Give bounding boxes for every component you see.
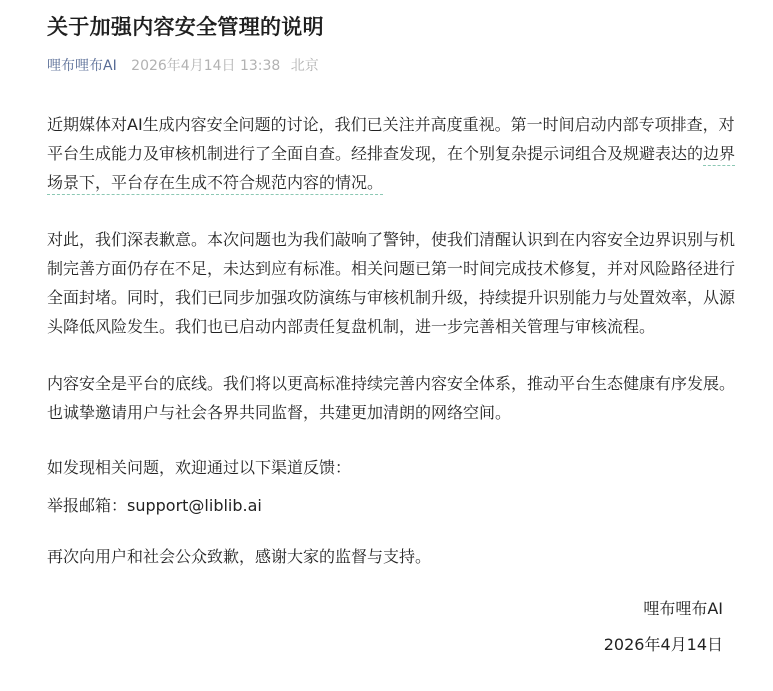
author-link[interactable]: 哩布哩布AI [47, 58, 117, 74]
article-meta [47, 56, 319, 76]
signature-date: 2026年4月14日 [603, 635, 723, 654]
article-content [47, 110, 737, 571]
article-title: 关于加强内容安全管理的说明 [47, 15, 324, 39]
paragraph-closing: 再次向用户和社会公众致歉，感谢大家的监督与支持。 [47, 547, 432, 566]
publish-time: 2026年4月14日 13:38 [131, 58, 281, 74]
paragraph-2: 对此，我们深表歉意。本次问题也为我们敲响了警钟，使我们清醒认识到在内容安全边界识别与机制完善方面仍存在不足，未达到应有标准。相关问题已第一时间完成技术修复，并对风险路径进行全面封堵。同时，我们已同步加强攻防演练与审核机制升级，持续提升识别能力与处置效率，从源头降低风险发生。我们也已启动内部责任复盘机制，进一步完善相关管理与审核流程。 [47, 230, 736, 336]
paragraph-1-underlined-text: 边界场景下，平台存在生成不符合规范内容的情况。 [47, 144, 735, 195]
paragraph-1-text: 近期媒体对AI生成内容安全问题的讨论，我们已关注并高度重视。第一时间启动内部专项排查，对平台生成能力及审核机制进行了全面自查。经排查发现，在个别复杂提示词组合及规避表达的 [47, 115, 735, 163]
report-email: 举报邮箱：support@liblib.ai [47, 496, 262, 515]
paragraph-1 [47, 110, 737, 197]
signature-name: 哩布哩布AI [643, 599, 723, 618]
paragraph-feedback-intro: 如发现相关问题，欢迎通过以下渠道反馈： [47, 458, 352, 477]
publish-location: 北京 [290, 58, 319, 74]
paragraph-3: 内容安全是平台的底线。我们将以更高标准持续完善内容安全体系，推动平台生态健康有序发展。也诚挚邀请用户与社会各界共同监督，共建更加清朗的网络空间。 [47, 374, 736, 422]
